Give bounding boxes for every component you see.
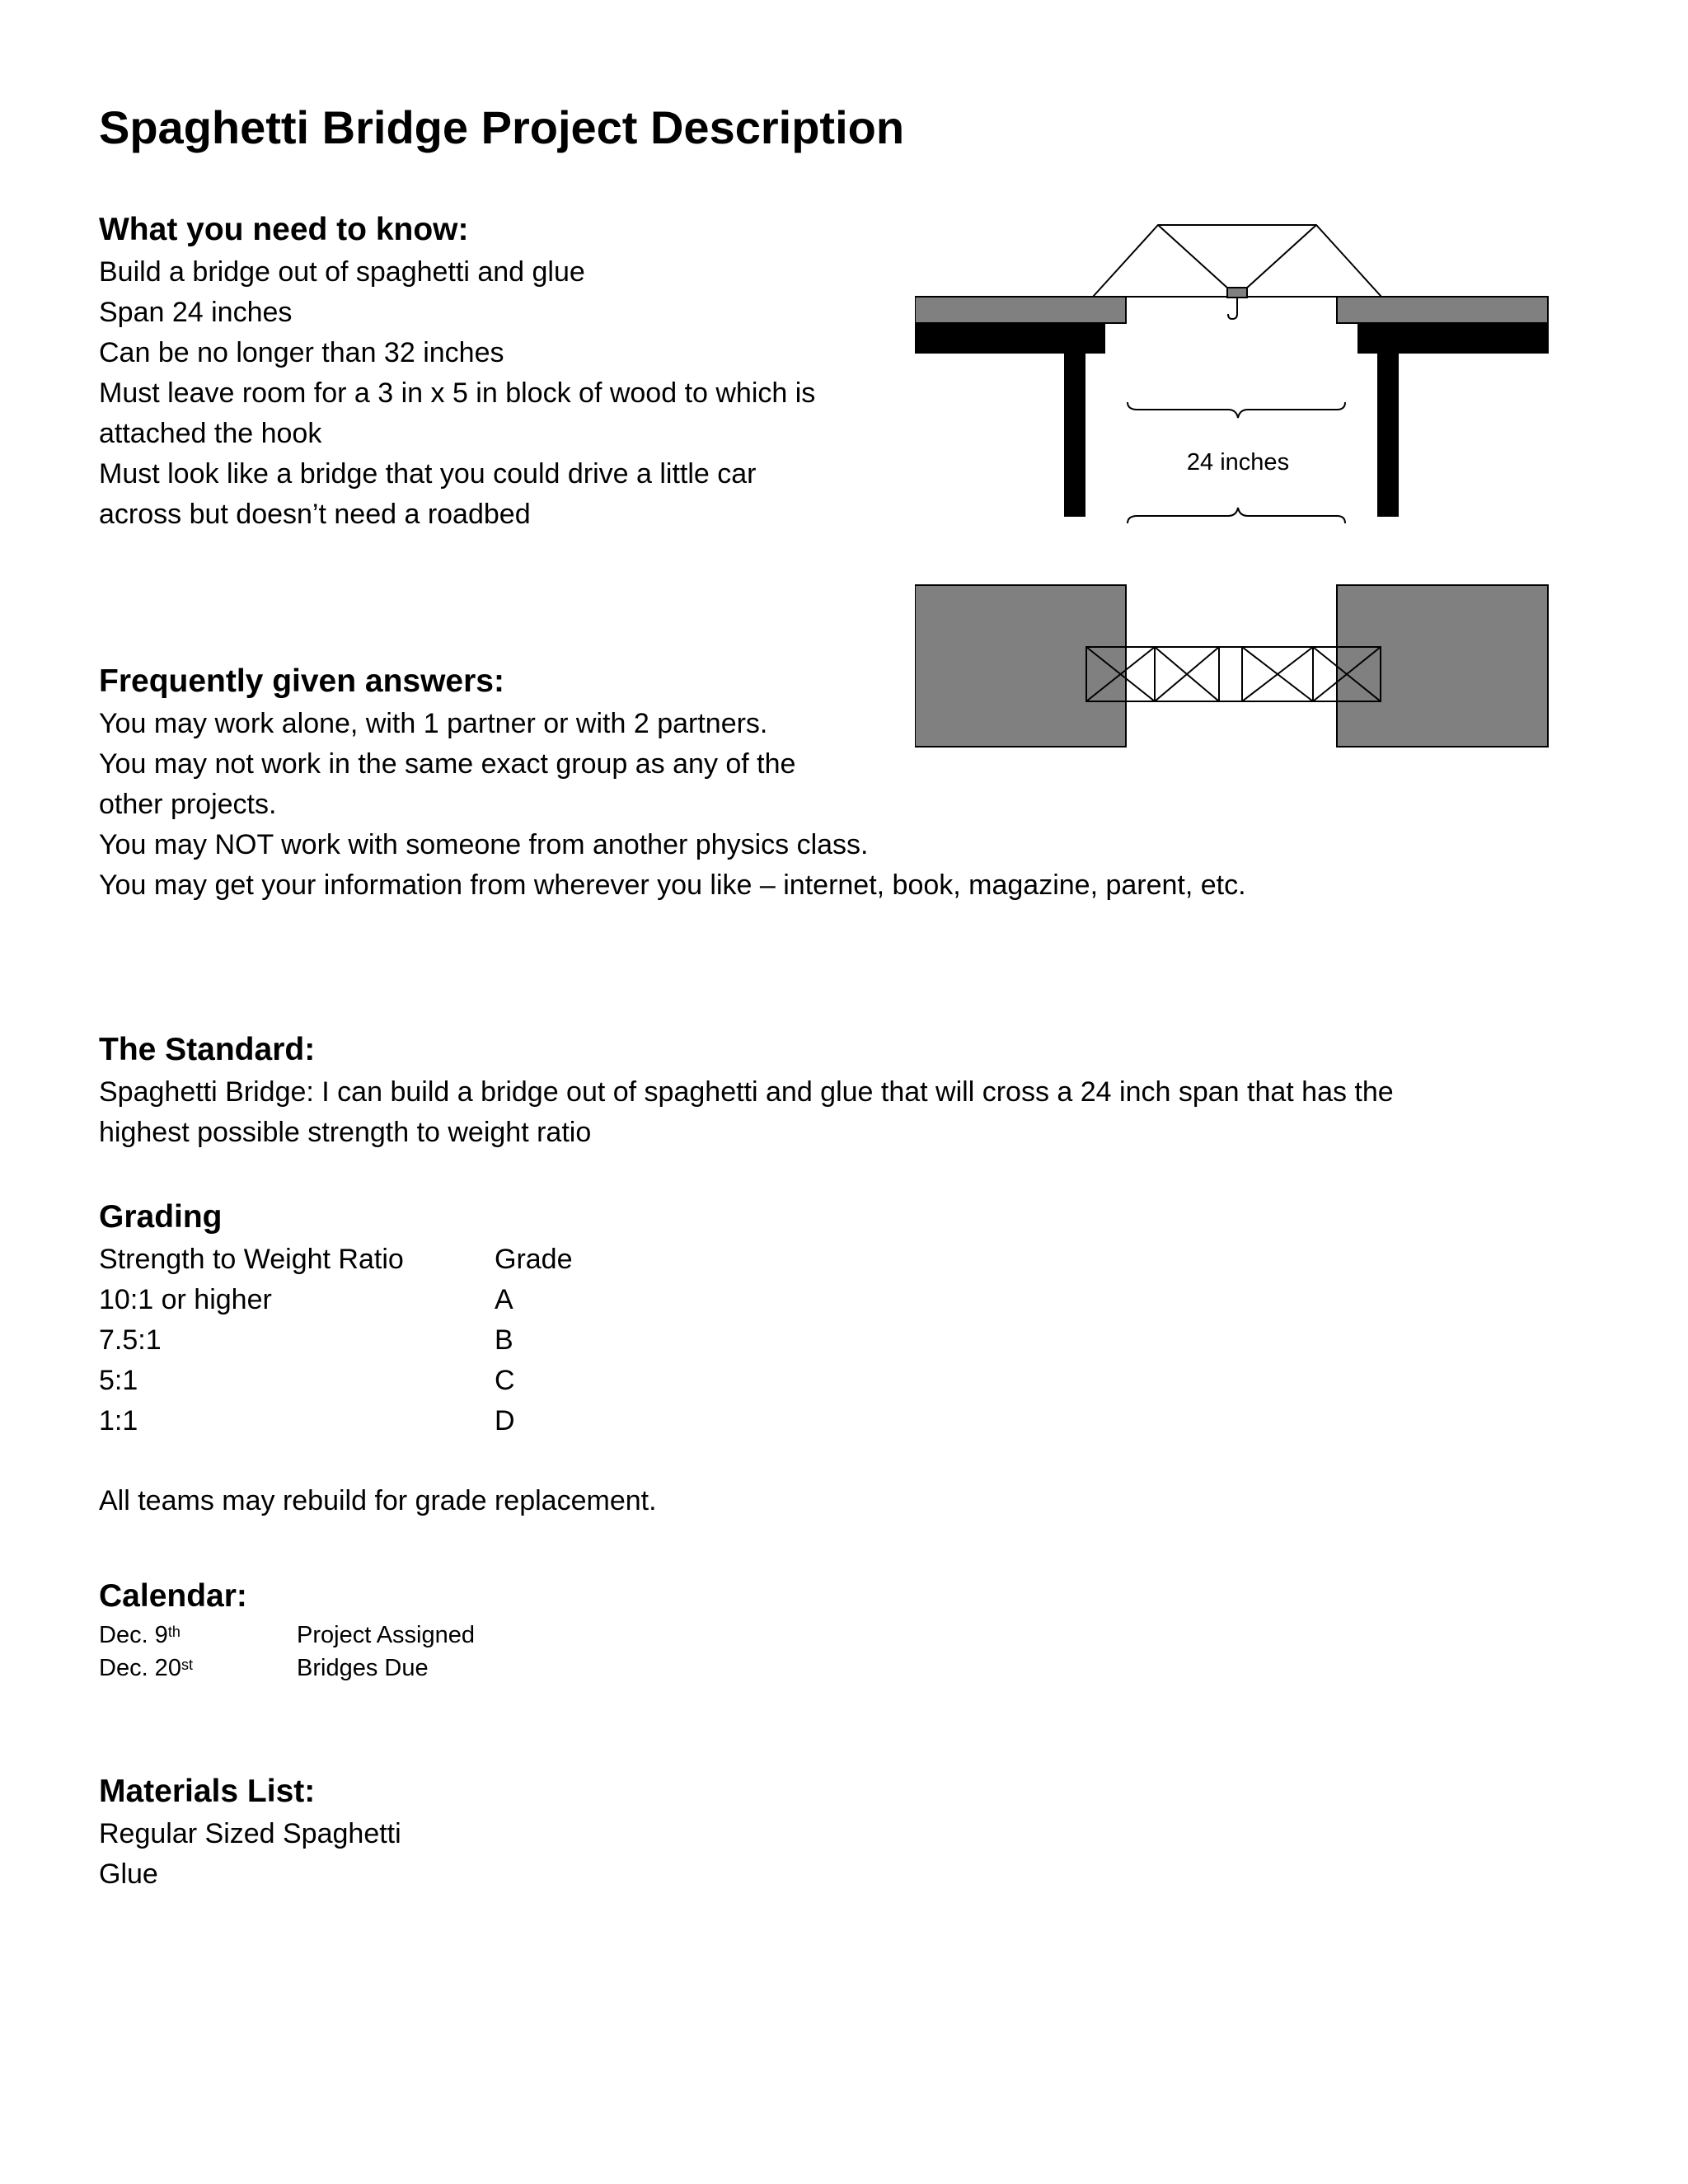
calendar-row [99, 1652, 475, 1685]
right-table-top [1337, 297, 1548, 323]
faq-line: other projects. [99, 789, 277, 820]
materials-item: Regular Sized Spaghetti [99, 1818, 401, 1849]
grading-grade: D [495, 1405, 515, 1436]
grading-row [99, 1280, 742, 1320]
grading-ratio: 7.5:1 [99, 1324, 162, 1356]
right-table-leg [1378, 353, 1398, 516]
grading-header-row [99, 1240, 742, 1280]
grading-row [99, 1401, 742, 1441]
grading-grade: B [495, 1324, 513, 1356]
calendar-date-suffix: th [167, 1624, 181, 1640]
truss-member [1158, 225, 1237, 297]
standard-line: highest possible strength to weight ratio [99, 1117, 592, 1148]
side-view [915, 225, 1548, 523]
need-to-know-line: Build a bridge out of spaghetti and glue [99, 256, 585, 288]
grading-heading: Grading [99, 1199, 223, 1235]
grading-ratio: 10:1 or higher [99, 1284, 272, 1315]
calendar-date-text: Dec. 20 [99, 1655, 181, 1681]
span-brace-top [1128, 402, 1345, 418]
calendar-section [99, 1574, 475, 1685]
standard-line: Spaghetti Bridge: I can build a bridge out of spaghetti and glue that will cross a 24 inch span that has the [99, 1076, 1394, 1108]
right-table-plan [1337, 585, 1548, 747]
left-table-leg [1065, 353, 1085, 516]
grading-section [99, 1195, 742, 1441]
grading-header-grade: Grade [495, 1244, 573, 1275]
materials-heading: Materials List: [99, 1774, 316, 1809]
grading-header-ratio: Strength to Weight Ratio [99, 1244, 404, 1275]
calendar-row [99, 1619, 475, 1652]
left-table-edge [915, 323, 1104, 353]
truss-member [1237, 225, 1316, 297]
grading-ratio: 5:1 [99, 1365, 138, 1396]
calendar-event: Bridges Due [297, 1655, 429, 1681]
materials-item: Glue [99, 1858, 158, 1890]
calendar-date [99, 1652, 297, 1685]
need-to-know-heading: What you need to know: [99, 212, 469, 247]
faq-line: You may NOT work with someone from another physics class. [99, 829, 869, 860]
calendar-event: Project Assigned [297, 1622, 476, 1648]
faq-heading: Frequently given answers: [99, 663, 504, 699]
need-to-know-line: Can be no longer than 32 inches [99, 337, 504, 368]
grading-ratio: 1:1 [99, 1405, 138, 1436]
grading-grade: C [495, 1365, 515, 1396]
calendar-date [99, 1619, 297, 1652]
standard-section [99, 1028, 1394, 1153]
wood-block [1227, 288, 1247, 298]
rebuild-note: All teams may rebuild for grade replacement. [99, 1485, 657, 1516]
calendar-heading: Calendar: [99, 1578, 247, 1614]
materials-section [99, 1769, 401, 1895]
need-to-know-section [99, 208, 815, 535]
right-table-edge [1358, 323, 1548, 353]
faq-section [99, 659, 1246, 906]
faq-line: You may not work in the same exact group as any of the [99, 748, 796, 780]
faq-line: You may work alone, with 1 partner or with 2 partners. [99, 708, 768, 739]
grading-grade: A [495, 1284, 513, 1315]
need-to-know-line: Must leave room for a 3 in x 5 in block of wood to which is [99, 377, 816, 409]
need-to-know-line: Must look like a bridge that you could drive a little car [99, 458, 757, 490]
need-to-know-line: attached the hook [99, 418, 322, 449]
span-label: 24 inches [1186, 449, 1290, 476]
calendar-date-suffix: st [181, 1657, 193, 1673]
need-to-know-line: across but doesn’t need a roadbed [99, 499, 531, 530]
hook-icon [1228, 298, 1237, 319]
span-brace-bottom [1128, 508, 1345, 523]
truss-outline [1093, 225, 1381, 297]
faq-line: You may get your information from wherever you like – internet, book, magazine, parent, etc. [99, 869, 1246, 901]
grading-row [99, 1361, 742, 1401]
page-title: Spaghetti Bridge Project Description [99, 101, 905, 153]
need-to-know-line: Span 24 inches [99, 297, 293, 328]
grading-row [99, 1320, 742, 1361]
left-table-top [915, 297, 1126, 323]
calendar-date-text: Dec. 9 [99, 1622, 168, 1648]
standard-heading: The Standard: [99, 1032, 316, 1067]
